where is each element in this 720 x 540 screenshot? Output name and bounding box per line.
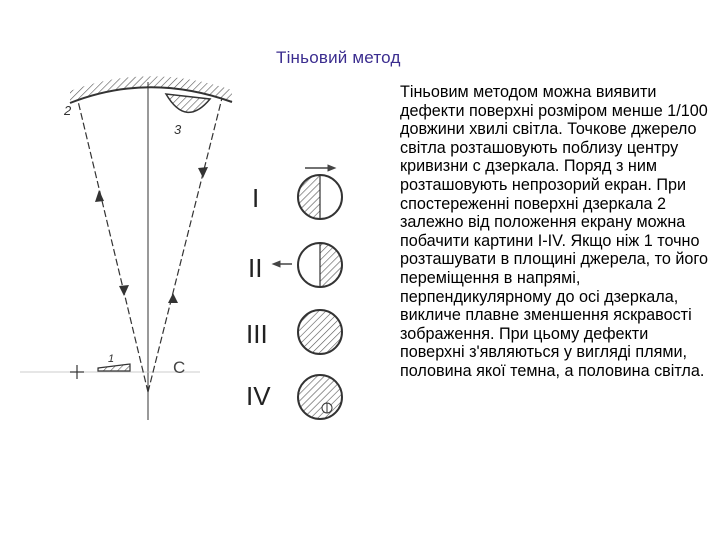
- ray-arrows: [95, 167, 208, 303]
- slide-title: Тіньовий метод: [276, 48, 401, 67]
- pattern-3: [298, 310, 342, 354]
- numeral-3: III: [246, 319, 268, 349]
- pattern-1: [298, 168, 342, 219]
- numeral-4: IV: [246, 381, 271, 411]
- description-text: Тіньовим методом можна виявити дефекти поверхні розміром менше 1/100 довжини хвилі світла. Точкове джерело світла розташовують поблизу центру кривизни с дзеркала. Поряд з ним розташовують непрозорий екран. При спостереженні поверхні дзеркала 2 залежно від положення екрану можна побачити картини I-IV. Якщо ніж 1 точно розташувати в площині джерела, то його переміщення в напрямі, перпендикулярному до осі дзеркала, викличе плавне зменшення яскравості зображення. При цьому дефекти поверхні з'являються у вигляді плями, половина якої темна, а половина світла.: [400, 83, 708, 380]
- label-center: C: [173, 358, 186, 377]
- point-source-icon: [70, 365, 84, 379]
- label-mirror: 2: [64, 103, 72, 118]
- numeral-2: II: [248, 253, 263, 283]
- label-knife: 1: [108, 353, 115, 365]
- label-defect: 3: [174, 122, 182, 137]
- light-rays: [78, 98, 222, 392]
- surface-defect: [166, 94, 210, 112]
- knife-edge-screen: [98, 364, 130, 371]
- pattern-2: [276, 243, 342, 287]
- numeral-1: I: [252, 183, 260, 213]
- pattern-4: [298, 375, 342, 419]
